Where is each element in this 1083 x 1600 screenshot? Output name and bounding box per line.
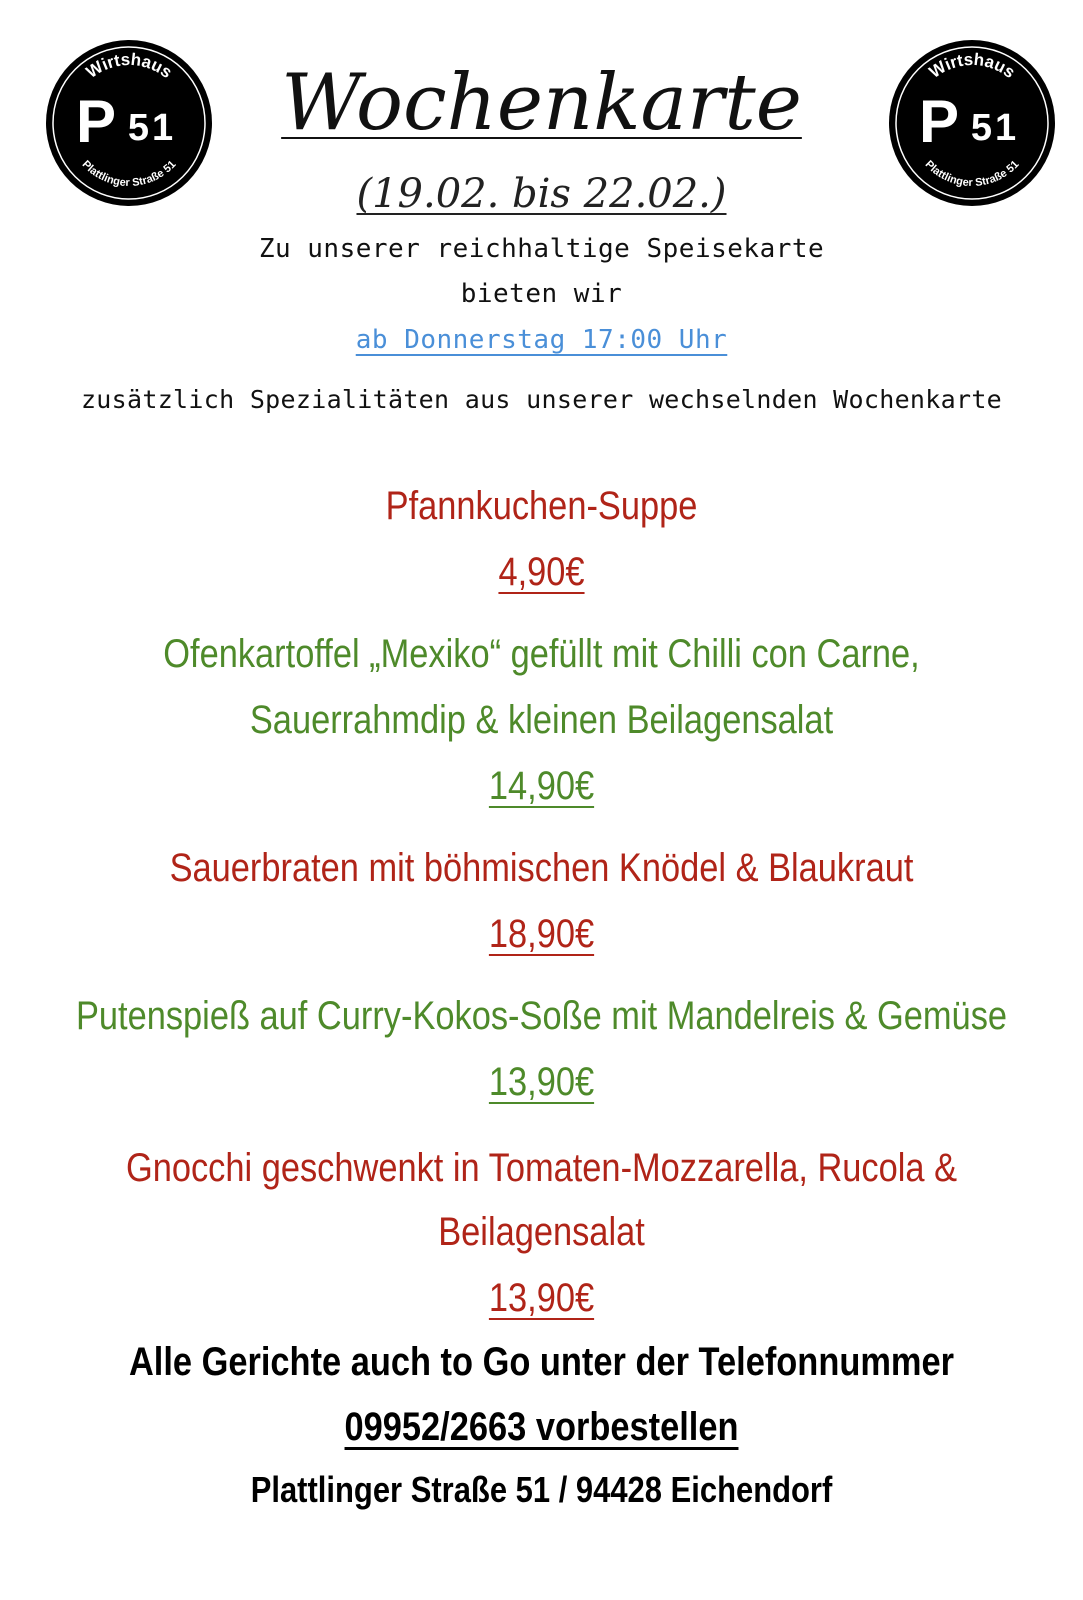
dish-2-price: 14,90€ xyxy=(488,764,595,808)
svg-text:51: 51 xyxy=(127,107,177,149)
dish-4-price: 13,90€ xyxy=(488,1060,595,1104)
dish-3-price: 18,90€ xyxy=(488,912,595,956)
dish-5-name-line-1: Gnocchi geschwenkt in Tomaten-Mozzarella, Rucola & xyxy=(125,1146,958,1190)
intro-line-4: zusätzlich Spezialitäten aus unserer wechselnden Wochenkarte xyxy=(80,385,1003,414)
svg-text:P: P xyxy=(918,88,960,155)
dish-5-price: 13,90€ xyxy=(488,1276,595,1320)
to-go-notice: Alle Gerichte auch to Go unter der Telefonnummer xyxy=(128,1340,955,1384)
address-line: Plattlinger Straße 51 / 94428 Eichendorf xyxy=(250,1469,833,1510)
svg-text:Wirtshaus: Wirtshaus xyxy=(82,49,176,83)
intro-line-2: bieten wir xyxy=(460,279,623,309)
dish-1-name: Pfannkuchen-Suppe xyxy=(385,484,698,528)
page-title: Wochenkarte xyxy=(281,58,802,148)
svg-text:Plattlinger Straße 51: Plattlinger Straße 51 xyxy=(922,158,1022,190)
date-range: (19.02. bis 22.02.) xyxy=(356,171,727,217)
svg-text:P: P xyxy=(75,88,117,155)
intro-line-1: Zu unserer reichhaltige Speisekarte xyxy=(258,234,825,264)
svg-text:51: 51 xyxy=(970,107,1020,149)
svg-text:Plattlinger Straße 51: Plattlinger Straße 51 xyxy=(79,158,179,190)
phone-order-line: 09952/2663 vorbestellen xyxy=(344,1405,739,1449)
dish-2-name-line-2: Sauerrahmdip & kleinen Beilagensalat xyxy=(249,698,834,742)
dish-2-name-line-1: Ofenkartoffel „Mexiko“ gefüllt mit Chilli con Carne, xyxy=(163,632,920,676)
dish-5-name-line-2: Beilagensalat xyxy=(438,1210,645,1254)
dish-4-name: Putenspieß auf Curry-Kokos-Soße mit Mandelreis & Gemüse xyxy=(75,994,1008,1038)
intro-line-3: ab Donnerstag 17:00 Uhr xyxy=(355,325,728,355)
svg-text:Wirtshaus: Wirtshaus xyxy=(925,49,1019,83)
dish-3-name: Sauerbraten mit böhmischen Knödel & Blaukraut xyxy=(169,846,914,890)
dish-1-price: 4,90€ xyxy=(498,550,585,594)
